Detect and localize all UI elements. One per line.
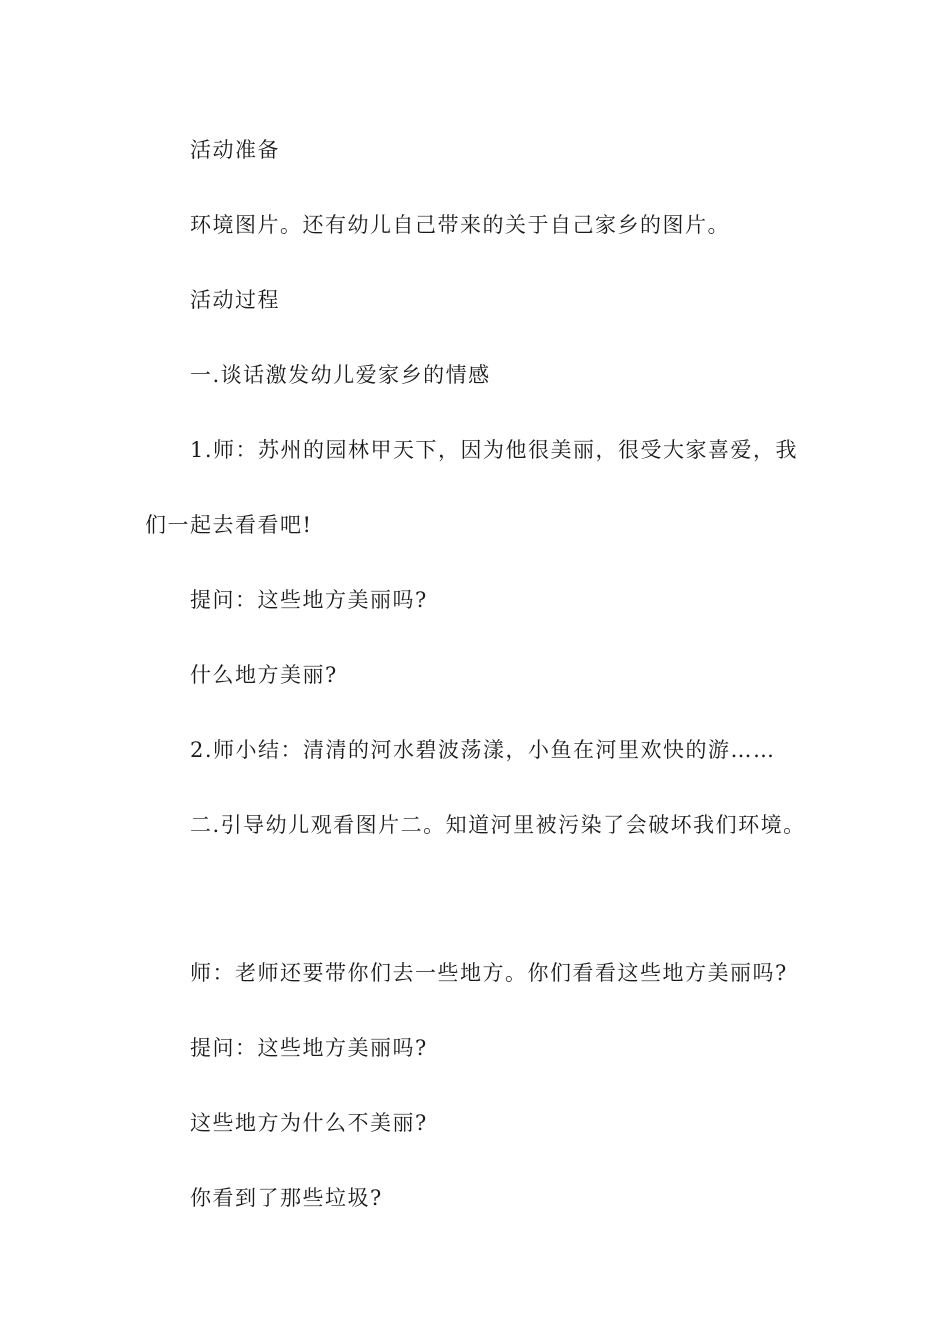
paragraph-teacher-summary: 2.师小结：清清的河水碧波荡漾，小鱼在河里欢快的游…… [190,738,776,762]
question-beautiful-2: 提问：这些地方美丽吗? [190,1036,428,1060]
paragraph-materials: 环境图片。还有幼儿自己带来的关于自己家乡的图片。 [190,213,730,237]
section-two-title: 二.引导幼儿观看图片二。知道河里被污染了会破坏我们环境。 [190,813,806,837]
heading-activity-process: 活动过程 [190,288,280,312]
paragraph-teacher-more-places: 师：老师还要带你们去一些地方。你们看看这些地方美丽吗? [190,961,788,985]
paragraph-teacher-intro-line2: 们一起去看看吧! [145,513,313,537]
paragraph-teacher-intro-line1: 1.师：苏州的园林甲天下，因为他很美丽，很受大家喜爱，我 [190,438,799,462]
question-beautiful: 提问：这些地方美丽吗? [190,588,428,612]
heading-activity-preparation: 活动准备 [190,138,280,162]
question-why-not-beautiful: 这些地方为什么不美丽? [190,1111,428,1135]
question-what-garbage: 你看到了那些垃圾? [190,1186,383,1210]
section-one-title: 一.谈话激发幼儿爱家乡的情感 [190,363,491,387]
question-what-places: 什么地方美丽? [190,663,338,687]
